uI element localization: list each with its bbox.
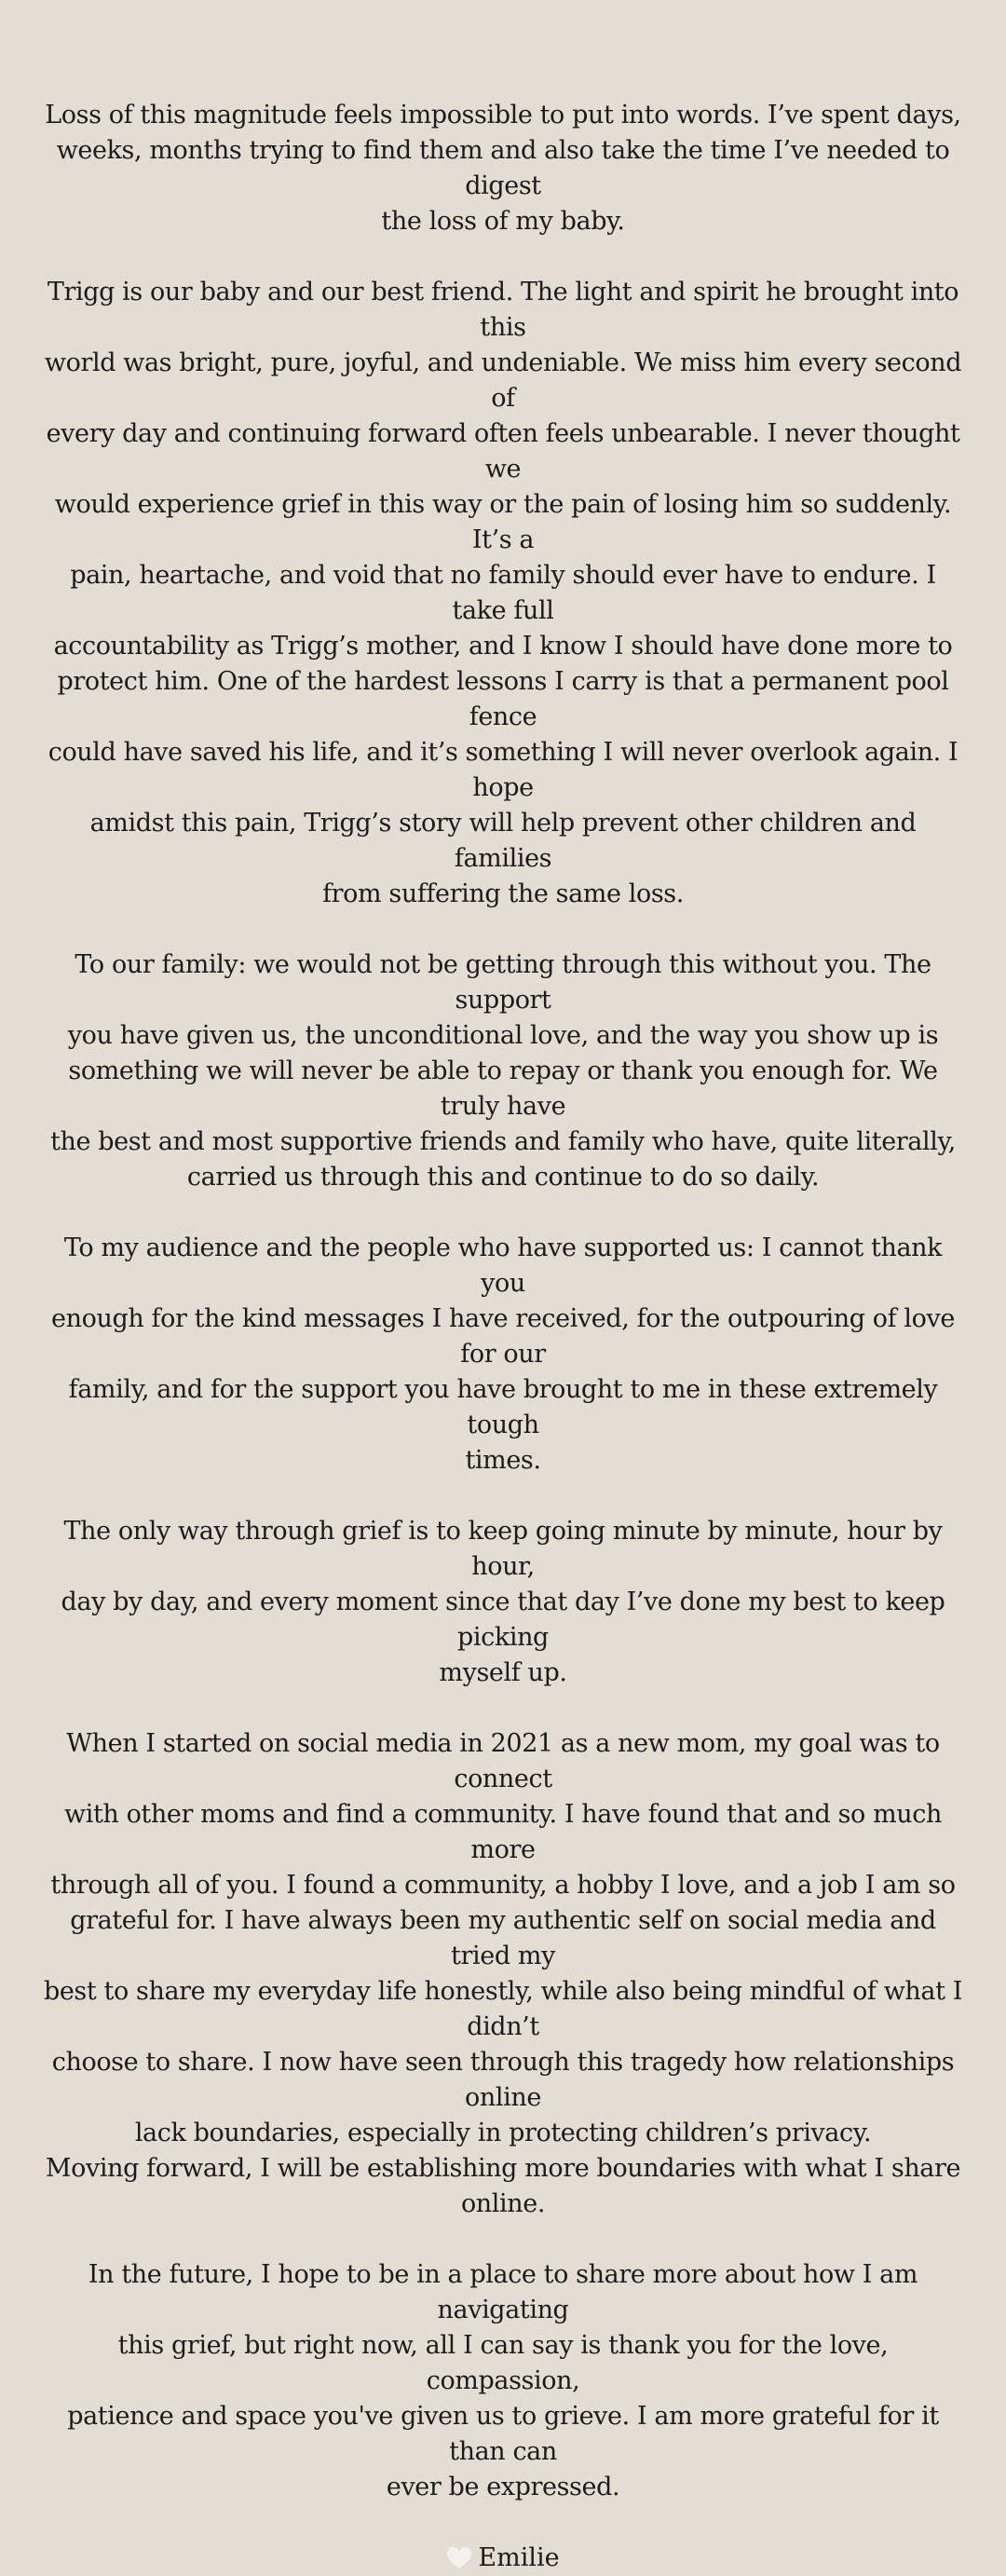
paragraph-line: day by day, and every moment since that day I’ve done my best to keep picking	[61, 1588, 945, 1652]
paragraph-line: carried us through this and continue to do so daily.	[186, 1163, 820, 1192]
paragraph-line: enough for the kind messages I have received, for the outpouring of love for our	[51, 1304, 955, 1369]
paragraph-line: best to share my everyday life honestly, while also being mindful of what I didn’t	[43, 1977, 963, 2041]
paragraph-line: family, and for the support you have brought to me in these extremely tough	[68, 1375, 938, 1439]
paragraph-line: with other moms and find a community. I have found that and so much more	[64, 1800, 942, 1864]
letter-paragraph	[41, 98, 965, 239]
paragraph-line: weeks, months trying to find them and also take the time I’ve needed to digest	[56, 136, 950, 200]
paragraph-line: through all of you. I found a community, a hobby I love, and a job I am so	[50, 1871, 956, 1900]
paragraph-line: something we will never be able to repay or thank you enough for. We truly have	[68, 1056, 938, 1121]
letter-paragraph	[41, 947, 965, 1195]
paragraph-line: the loss of my baby.	[381, 207, 625, 236]
paragraph-line: pain, heartache, and void that no family should ever have to endure. I take full	[70, 561, 936, 625]
paragraph-line: world was bright, pure, joyful, and undeniable. We miss him every second of	[44, 348, 962, 413]
letter-paragraph	[41, 1231, 965, 1479]
paragraph-line: Trigg is our baby and our best friend. The light and spirit he brought into this	[47, 278, 959, 342]
letter-paragraph	[41, 1514, 965, 1691]
paragraph-line: patience and space you've given us to grieve. I am more grateful for it than can	[67, 2402, 939, 2466]
letter-paragraph	[41, 275, 965, 912]
paragraph-line: ever be expressed.	[386, 2473, 620, 2501]
paragraph-line: grateful for. I have always been my authentic self on social media and tried my	[70, 1906, 936, 1970]
paragraph-line: myself up.	[439, 1658, 567, 1687]
letter-body	[41, 98, 965, 2505]
white-heart-icon	[446, 2546, 472, 2570]
paragraph-line: every day and continuing forward often feels unbearable. I never thought we	[46, 419, 960, 484]
paragraph-line: this grief, but right now, all I can say is thank you for the love, compassion,	[117, 2331, 889, 2395]
paragraph-line: When I started on social media in 2021 as a new mom, my goal was to connect	[66, 1729, 940, 1793]
paragraph-line: could have saved his life, and it’s something I will never overlook again. I hope	[48, 738, 958, 802]
letter-paragraph	[41, 1726, 965, 2222]
paragraph-line: would experience grief in this way or the pain of losing him so suddenly. It’s a	[54, 490, 952, 554]
paragraph-line: protect him. One of the hardest lessons I carry is that a permanent pool fence	[57, 667, 949, 731]
paragraph-line: accountability as Trigg’s mother, and I know I should have done more to	[53, 632, 953, 661]
signature-name: Emilie	[478, 2543, 560, 2572]
paragraph-line: amidst this pain, Trigg’s story will help prevent other children and families	[89, 809, 917, 873]
paragraph-line: from suffering the same loss.	[322, 879, 684, 908]
paragraph-line: To our family: we would not be getting through this without you. The support	[75, 950, 931, 1015]
paragraph-line: choose to share. I now have seen through this tragedy how relationships online	[51, 2048, 955, 2112]
paragraph-line: Loss of this magnitude feels impossible to put into words. I’ve spent days,	[45, 101, 961, 129]
paragraph-line: you have given us, the unconditional love, and the way you show up is	[67, 1021, 939, 1050]
paragraph-line: The only way through grief is to keep going minute by minute, hour by hour,	[63, 1517, 943, 1581]
paragraph-line: Moving forward, I will be establishing more boundaries with what I share	[45, 2154, 961, 2183]
paragraph-line: lack boundaries, especially in protecting children’s privacy.	[134, 2119, 872, 2147]
paragraph-line: the best and most supportive friends and family who have, quite literally,	[50, 1127, 956, 1156]
signature	[41, 2541, 965, 2576]
paragraph-line: times.	[465, 1446, 541, 1475]
paragraph-line: online.	[460, 2189, 546, 2218]
paragraph-line: To my audience and the people who have supported us: I cannot thank you	[63, 1233, 943, 1298]
letter-paragraph	[41, 2257, 965, 2505]
paragraph-line: In the future, I hope to be in a place to share more about how I am navigating	[88, 2260, 918, 2324]
